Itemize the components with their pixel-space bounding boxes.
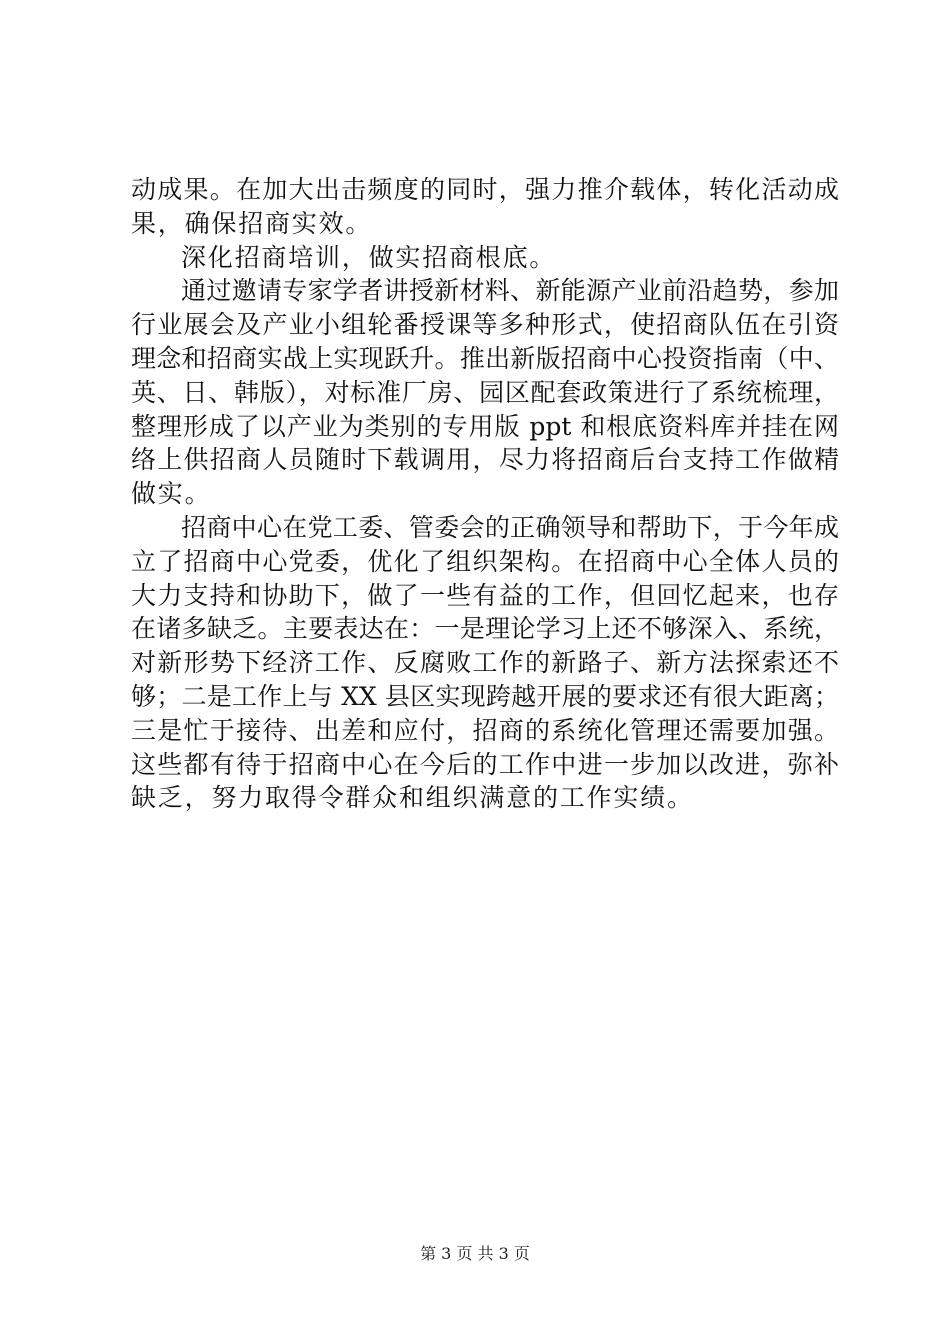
- text-line: 缺乏，努力取得令群众和组织满意的工作实绩。: [131, 783, 694, 813]
- text-line: 整理形成了以产业为类别的专用版 ppt 和根底资料库并挂在网: [131, 411, 839, 441]
- text-line: 这些都有待于招商中心在今后的工作中进一步加以改进，弥补: [131, 749, 839, 779]
- text-line: 三是忙于接待、出差和应付，招商的系统化管理还需要加强。: [131, 715, 839, 745]
- text-line: 络上供招商人员随时下载调用，尽力将招商后台支持工作做精: [131, 445, 839, 475]
- text-line: 对新形势下经济工作、反腐败工作的新路子、新方法探索还不: [131, 648, 839, 678]
- document-body: [131, 173, 839, 815]
- text-line: 动成果。在加大出击频度的同时，强力推介载体，转化活动成: [131, 175, 839, 204]
- text-line: 果，确保招商实效。: [131, 208, 373, 238]
- text-line: 在诸多缺乏。主要表达在：一是理论学习上还不够深入、系统，: [131, 614, 839, 644]
- text-line: 理念和招商实战上实现跃升。推出新版招商中心投资指南（中、: [131, 343, 839, 373]
- text-line: 行业展会及产业小组轮番授课等多种形式，使招商队伍在引资: [131, 310, 839, 340]
- text-line: 大力支持和协助下，做了一些有益的工作，但回忆起来，也存: [131, 580, 839, 610]
- text-line: 立了招商中心党委，优化了组织架构。在招商中心全体人员的: [131, 546, 839, 576]
- text-line: 够；二是工作上与 XX 县区实现跨越开展的要求还有很大距离；: [131, 681, 839, 711]
- text-line: 招商中心在党工委、管委会的正确领导和帮助下，于今年成: [181, 512, 839, 542]
- text-line: 通过邀请专家学者讲授新材料、新能源产业前沿趋势，参加: [181, 276, 839, 306]
- text-line: 英、日、韩版），对标准厂房、园区配套政策进行了系统梳理，: [131, 377, 839, 407]
- text-line: 深化招商培训，做实招商根底。: [181, 242, 557, 272]
- text-line: 做实。: [131, 479, 212, 509]
- page-footer: 第 3 页 共 3 页: [420, 1244, 530, 1263]
